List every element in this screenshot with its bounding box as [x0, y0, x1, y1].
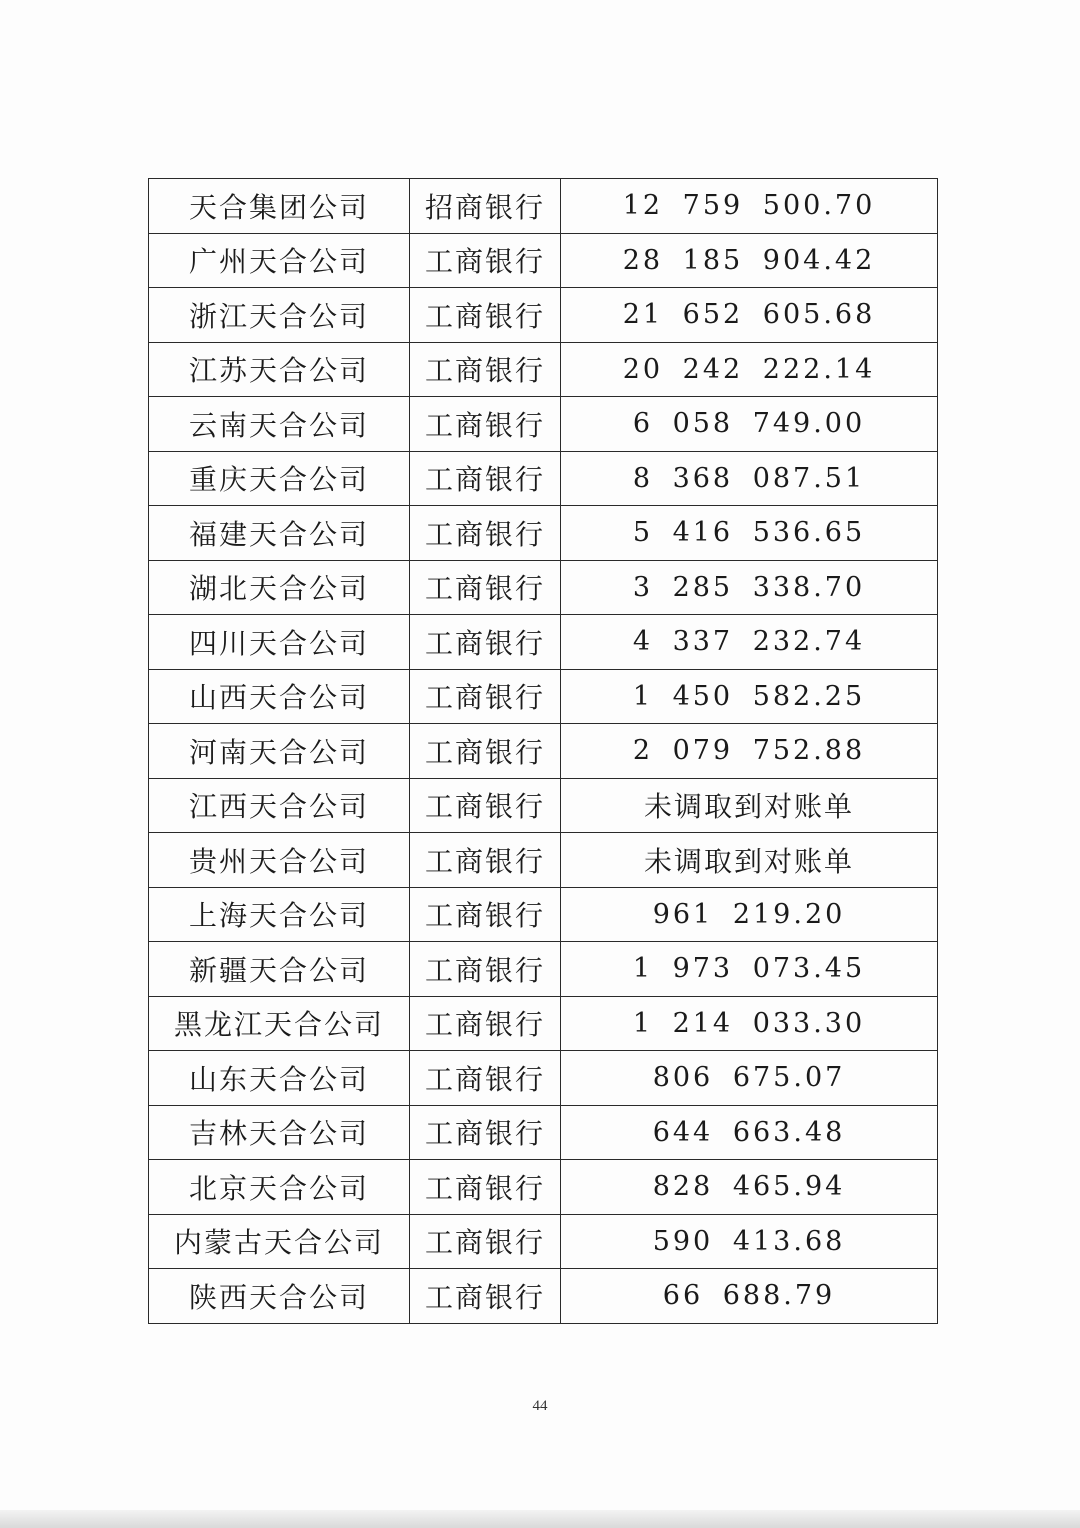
bank-cell: 工商银行: [410, 942, 561, 997]
bank-cell: 工商银行: [410, 887, 561, 942]
company-cell: 吉林天合公司: [149, 1105, 410, 1160]
table-body: [149, 179, 938, 1324]
bank-cell: 工商银行: [410, 1160, 561, 1215]
table-row: [149, 451, 938, 506]
table-row: [149, 1051, 938, 1106]
company-cell: 山东天合公司: [149, 1051, 410, 1106]
table-row: [149, 288, 938, 343]
amount-cell: 66 688.79: [561, 1269, 938, 1324]
company-cell: 江苏天合公司: [149, 342, 410, 397]
company-cell: 贵州天合公司: [149, 833, 410, 888]
bank-cell: 工商银行: [410, 724, 561, 779]
amount-cell: 5 416 536.65: [561, 506, 938, 561]
company-cell: 陕西天合公司: [149, 1269, 410, 1324]
amount-cell: 21 652 605.68: [561, 288, 938, 343]
amount-cell: 未调取到对账单: [561, 778, 938, 833]
table-row: [149, 724, 938, 779]
company-cell: 浙江天合公司: [149, 288, 410, 343]
amount-cell: 8 368 087.51: [561, 451, 938, 506]
table-row: [149, 669, 938, 724]
bank-cell: 工商银行: [410, 669, 561, 724]
table-row: [149, 996, 938, 1051]
table-row: [149, 1269, 938, 1324]
amount-cell: 1 450 582.25: [561, 669, 938, 724]
company-cell: 福建天合公司: [149, 506, 410, 561]
company-cell: 内蒙古天合公司: [149, 1214, 410, 1269]
bank-cell: 工商银行: [410, 1269, 561, 1324]
table-row: [149, 560, 938, 615]
table-row: [149, 833, 938, 888]
company-cell: 黑龙江天合公司: [149, 996, 410, 1051]
table-row: [149, 942, 938, 997]
amount-cell: 3 285 338.70: [561, 560, 938, 615]
table-row: [149, 887, 938, 942]
company-cell: 上海天合公司: [149, 887, 410, 942]
bank-cell: 工商银行: [410, 233, 561, 288]
table-row: [149, 1214, 938, 1269]
company-cell: 云南天合公司: [149, 397, 410, 452]
amount-cell: 未调取到对账单: [561, 833, 938, 888]
amount-cell: 644 663.48: [561, 1105, 938, 1160]
bank-cell: 工商银行: [410, 342, 561, 397]
amount-cell: 590 413.68: [561, 1214, 938, 1269]
bank-cell: 工商银行: [410, 560, 561, 615]
table-row: [149, 615, 938, 670]
company-cell: 天合集团公司: [149, 179, 410, 234]
amount-cell: 1 214 033.30: [561, 996, 938, 1051]
amount-cell: 20 242 222.14: [561, 342, 938, 397]
amount-cell: 12 759 500.70: [561, 179, 938, 234]
company-cell: 新疆天合公司: [149, 942, 410, 997]
company-cell: 北京天合公司: [149, 1160, 410, 1215]
bank-cell: 工商银行: [410, 1051, 561, 1106]
amount-cell: 6 058 749.00: [561, 397, 938, 452]
company-cell: 湖北天合公司: [149, 560, 410, 615]
company-cell: 四川天合公司: [149, 615, 410, 670]
table-row: [149, 506, 938, 561]
amount-cell: 961 219.20: [561, 887, 938, 942]
bank-cell: 工商银行: [410, 1214, 561, 1269]
table-row: [149, 397, 938, 452]
amount-cell: 828 465.94: [561, 1160, 938, 1215]
bank-cell: 工商银行: [410, 397, 561, 452]
table-row: [149, 1105, 938, 1160]
bank-balance-table: [148, 178, 938, 1324]
table-row: [149, 342, 938, 397]
bank-cell: 工商银行: [410, 506, 561, 561]
bank-cell: 工商银行: [410, 778, 561, 833]
amount-cell: 1 973 073.45: [561, 942, 938, 997]
page-number: 44: [532, 1398, 548, 1414]
company-cell: 重庆天合公司: [149, 451, 410, 506]
table-row: [149, 778, 938, 833]
bank-cell: 工商银行: [410, 451, 561, 506]
company-cell: 山西天合公司: [149, 669, 410, 724]
amount-cell: 2 079 752.88: [561, 724, 938, 779]
table-row: [149, 179, 938, 234]
amount-cell: 28 185 904.42: [561, 233, 938, 288]
bank-cell: 工商银行: [410, 833, 561, 888]
table-row: [149, 233, 938, 288]
bank-cell: 工商银行: [410, 288, 561, 343]
company-cell: 河南天合公司: [149, 724, 410, 779]
bank-cell: 工商银行: [410, 1105, 561, 1160]
table-row: [149, 1160, 938, 1215]
bank-cell: 工商银行: [410, 615, 561, 670]
amount-cell: 806 675.07: [561, 1051, 938, 1106]
amount-cell: 4 337 232.74: [561, 615, 938, 670]
bank-cell: 招商银行: [410, 179, 561, 234]
company-cell: 广州天合公司: [149, 233, 410, 288]
bank-cell: 工商银行: [410, 996, 561, 1051]
page-edge-shadow: [0, 1510, 1080, 1528]
company-cell: 江西天合公司: [149, 778, 410, 833]
